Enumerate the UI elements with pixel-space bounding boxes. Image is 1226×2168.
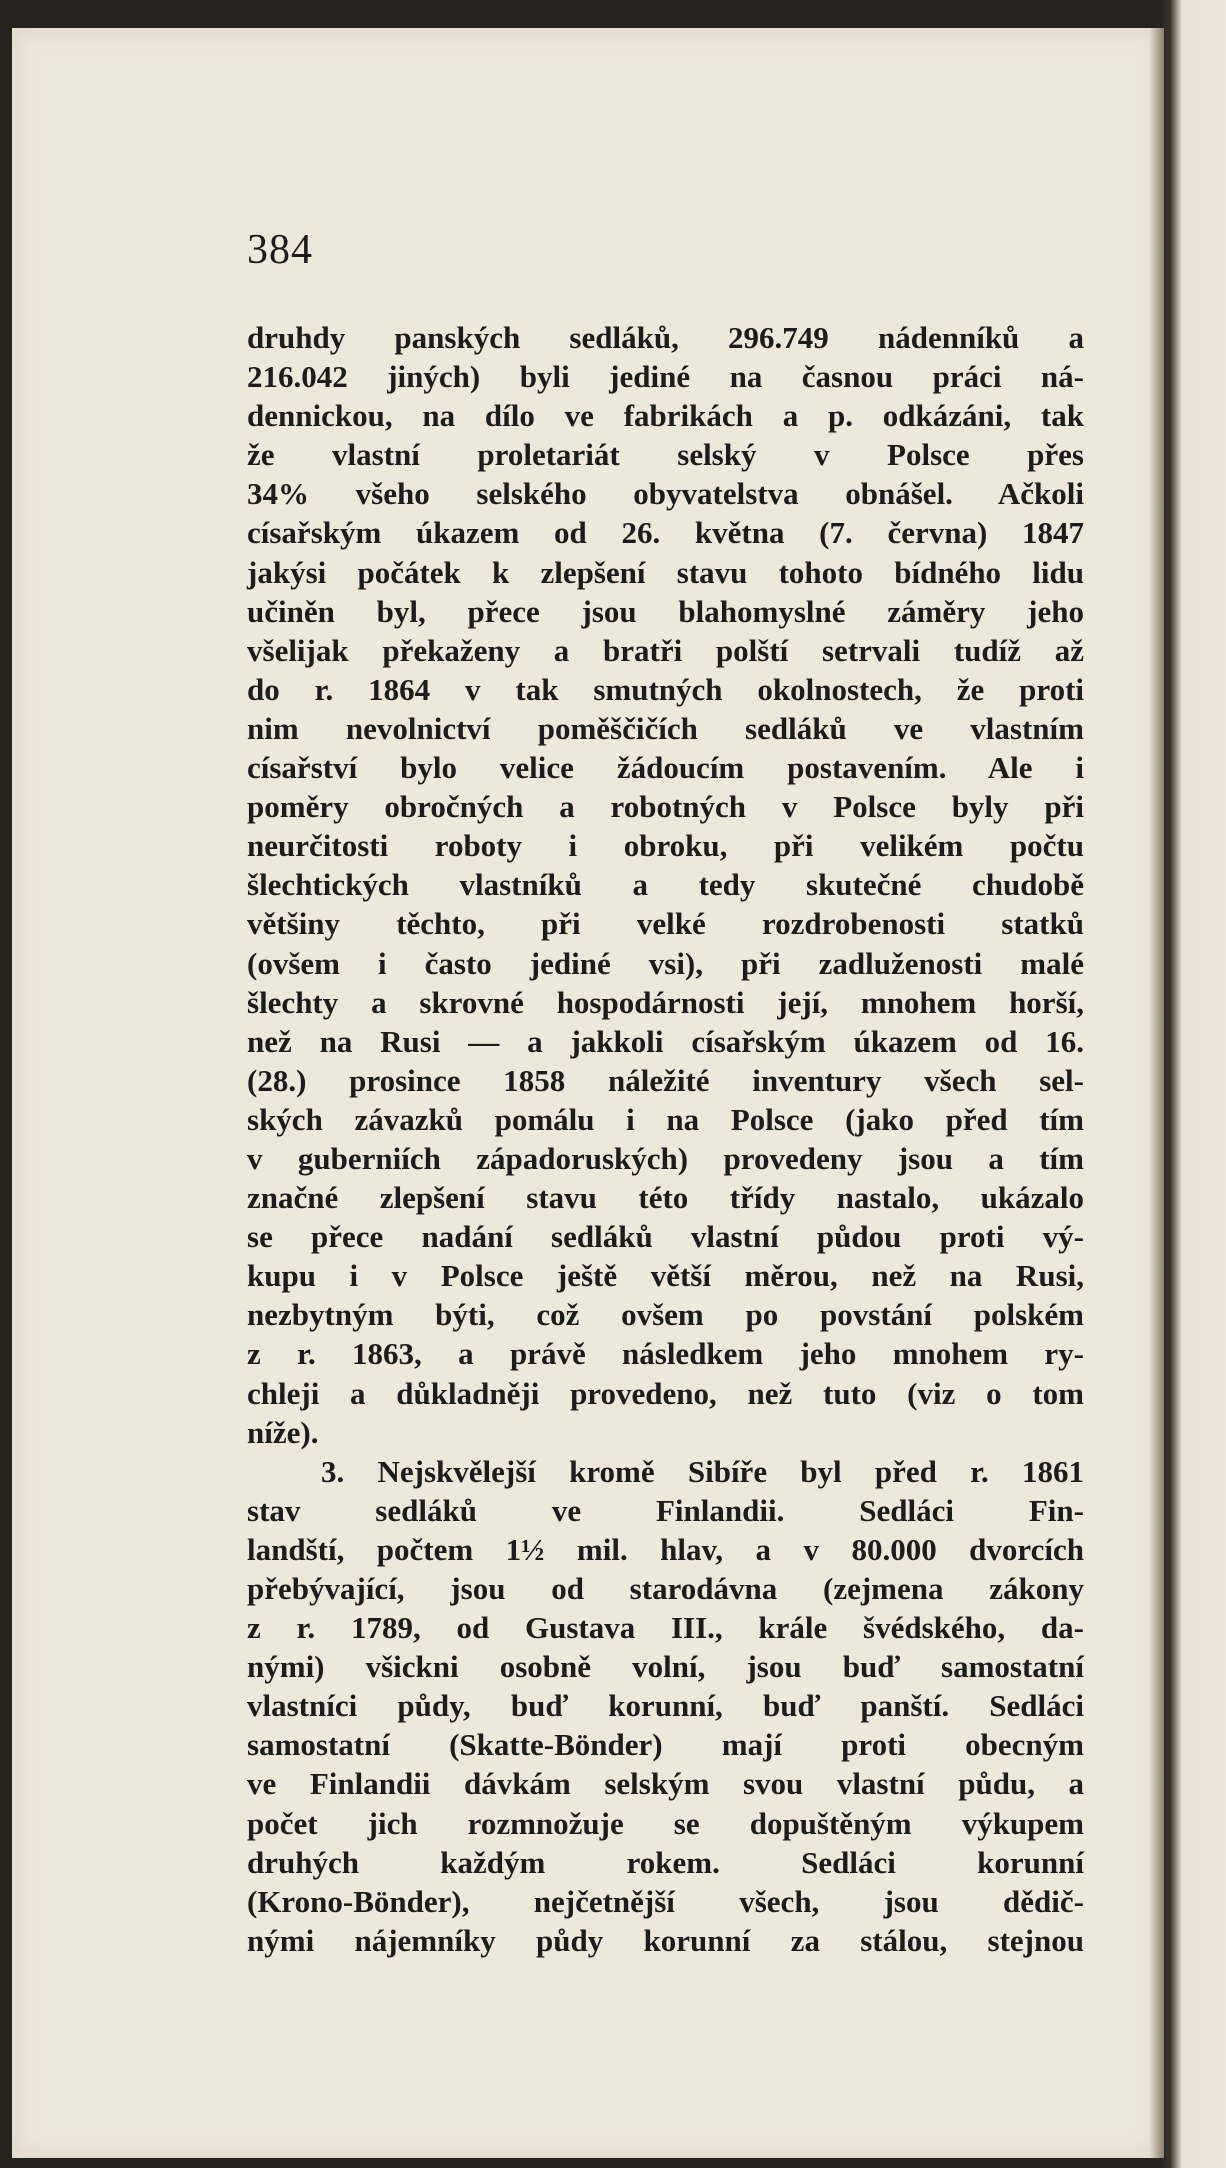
text-line: z r. 1863, a právě následkem jeho mnohem ry- xyxy=(247,1336,1084,1372)
text-line: nými nájemníky půdy korunní za stálou, stejnou xyxy=(247,1922,1084,1958)
text-line: kupu i v Polsce ještě větší měrou, než na Rusi, xyxy=(247,1258,1084,1294)
text-line: císařským úkazem od 26. května (7. června) 1847 xyxy=(247,515,1084,551)
text-line: druhdy panských sedláků, 296.749 nádenníků a xyxy=(247,320,1084,355)
text-line: chleji a důkladněji provedeno, než tuto (viz o tom xyxy=(247,1375,1084,1411)
text-line: ve Finlandii dávkám selským svou vlastní půdu, a xyxy=(247,1766,1084,1802)
text-line: z r. 1789, od Gustava III., krále švédského, da- xyxy=(247,1610,1084,1646)
text-line: druhých každým rokem. Sedláci korunní xyxy=(247,1844,1084,1880)
text-line: než na Rusi — a jakkoli císařským úkazem od 16. xyxy=(247,1023,1084,1059)
text-line: se přece nadání sedláků vlastní půdou proti vý- xyxy=(247,1219,1084,1255)
text-line: jakýsi počátek k zlepšení stavu tohoto bídného lidu xyxy=(247,554,1084,590)
text-line: nim nevolnictví poměščičích sedláků ve vlastním xyxy=(247,710,1084,746)
text-line: (28.) prosince 1858 náležité inventury všech sel- xyxy=(247,1062,1084,1098)
text-line: (Krono-Bönder), nejčetnější všech, jsou dědič- xyxy=(247,1883,1084,1919)
text-line: dennickou, na dílo ve fabrikách a p. odkázáni, tak xyxy=(247,398,1084,434)
body-text xyxy=(247,318,1084,1960)
text-line: (ovšem i často jediné vsi), při zadluženosti malé xyxy=(247,945,1084,981)
text-line: císařství bylo velice žádoucím postavením. Ale i xyxy=(247,750,1084,786)
text-line: stav sedláků ve Finlandii. Sedláci Fin- xyxy=(247,1492,1084,1528)
page-fold-shadow xyxy=(1150,28,1164,2158)
text-line: šlechtických vlastníků a tedy skutečné chudobě xyxy=(247,867,1084,903)
text-line: počet jich rozmnožuje se dopuštěným výkupem xyxy=(247,1805,1084,1841)
text-line: 216.042 jiných) byli jediné na časnou práci ná- xyxy=(247,359,1084,395)
text-line: v guberniích západoruských) provedeny jsou a tím xyxy=(247,1140,1084,1176)
text-line: přebývající, jsou od starodávna (zejmena zákony xyxy=(247,1571,1084,1606)
text-line: níže). xyxy=(247,1414,319,1450)
text-line: 3. Nejskvělejší kromě Sibíře byl před r. 1861 xyxy=(321,1453,1084,1489)
text-line: nými) všickni osobně volní, jsou buď samostatní xyxy=(247,1649,1084,1685)
text-line: 34% všeho selského obyvatelstva obnášel. Ačkoli xyxy=(247,476,1084,512)
text-line: šlechty a skrovné hospodárnosti její, mnohem horší, xyxy=(247,984,1084,1020)
text-line: že vlastní proletariát selský v Polsce přes xyxy=(247,437,1084,473)
text-line: ských závazků pomálu i na Polsce (jako před tím xyxy=(247,1101,1084,1137)
text-line: vlastníci půdy, buď korunní, buď panští. Sedláci xyxy=(247,1688,1084,1724)
page-number: 384 xyxy=(247,227,313,273)
text-line: neurčitosti roboty i obroku, při velikém počtu xyxy=(247,828,1084,864)
text-line: samostatní (Skatte-Bönder) mají proti obecným xyxy=(247,1727,1084,1763)
text-line: poměry obročných a robotných v Polsce byly při xyxy=(247,789,1084,825)
next-page-edge xyxy=(1162,0,1226,2168)
text-line: landští, počtem 1½ mil. hlav, a v 80.000 dvorcích xyxy=(247,1531,1084,1567)
text-line: značné zlepšení stavu této třídy nastalo, ukázalo xyxy=(247,1180,1084,1216)
text-line: do r. 1864 v tak smutných okolnostech, že proti xyxy=(247,671,1084,707)
text-line: všelijak překaženy a bratři polští setrvali tudíž až xyxy=(247,632,1084,668)
text-line: většiny těchto, při velké rozdrobenosti statků xyxy=(247,906,1084,942)
text-line: nezbytným býti, což ovšem po povstání polském xyxy=(247,1297,1084,1333)
text-line: učiněn byl, přece jsou blahomyslné záměry jeho xyxy=(247,593,1084,629)
